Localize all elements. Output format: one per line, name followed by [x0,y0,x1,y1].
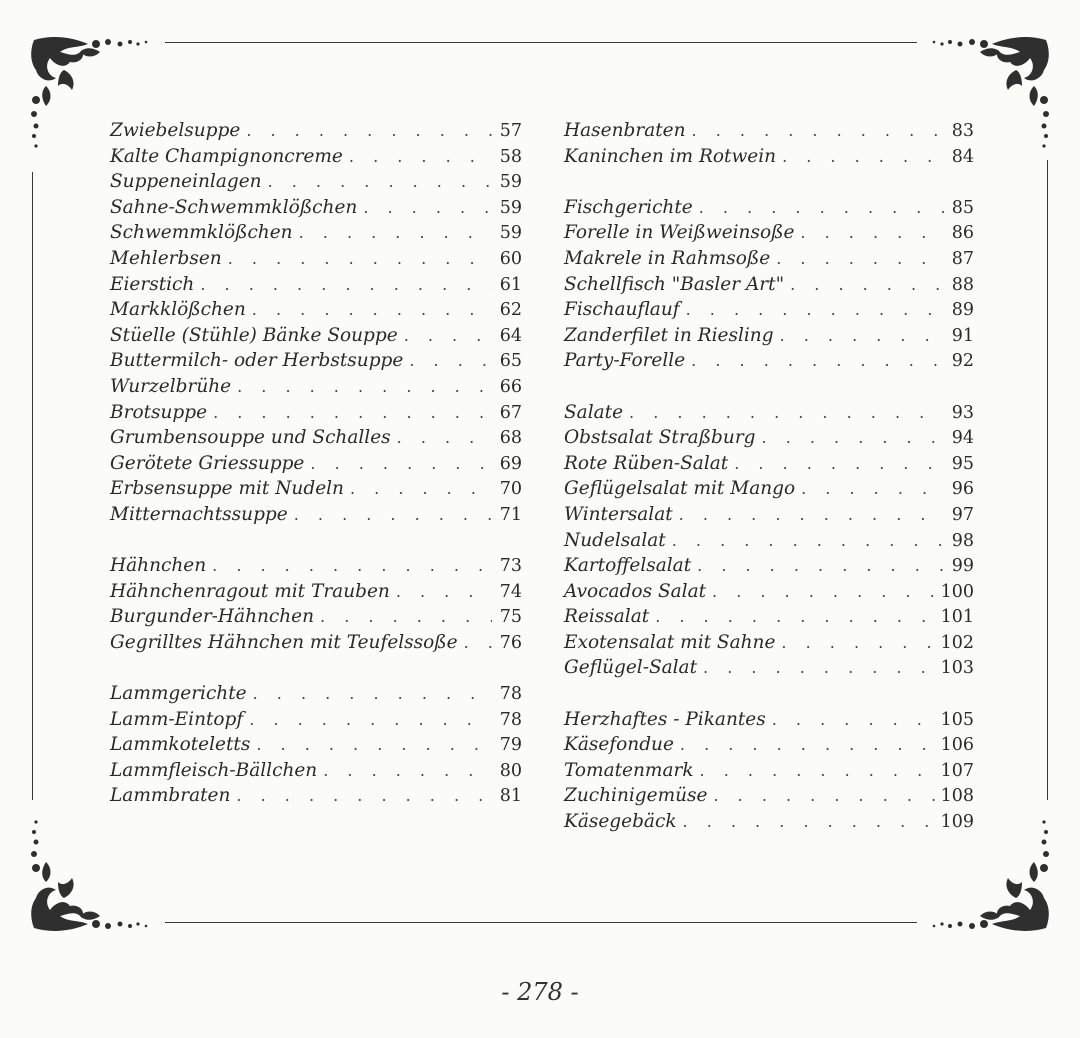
toc-entry-page: 65 [499,351,522,372]
toc-entry-title: Mitternachtssuppe [110,503,288,525]
section-gap [110,528,522,554]
toc-entry [564,297,974,323]
toc-entry-title: Lammkoteletts [110,734,251,756]
toc-entry [110,272,522,298]
toc-leader-dots [683,809,935,835]
toc-entry [564,707,974,733]
toc-leader-dots [697,553,944,579]
toc-entry-page: 92 [951,351,974,372]
toc-entry-title: Stüelle (Stühle) Bänke Souppe [110,324,398,346]
toc-entry [110,604,522,630]
toc-entry-title: Gegrilltes Hähnchen mit Teufelssoße [110,631,458,653]
toc-entry-page: 73 [499,556,522,577]
toc-leader-dots [782,144,944,170]
toc-entry [110,323,522,349]
toc-entry-title: Hähnchen [110,555,207,577]
toc-entry-page: 76 [499,632,522,653]
toc-leader-dots [252,297,492,323]
toc-leader-dots [712,579,935,605]
toc-entry-page: 107 [940,760,974,781]
toc-entry-page: 108 [940,786,974,807]
toc-leader-dots [200,272,492,298]
toc-leader-dots [249,707,492,733]
toc-entry-title: Kalte Champignoncreme [110,145,343,167]
toc-entry-page: 86 [951,223,974,244]
toc-leader-dots [397,425,492,451]
toc-entry [110,195,522,221]
toc-entry [110,374,522,400]
toc-entry [564,579,974,605]
toc-entry [564,630,974,656]
toc-entry-page: 78 [499,684,522,705]
toc-entry-title: Tomatenmark [564,759,694,781]
toc-entry-title: Salate [564,401,624,423]
page-number: - 278 - [501,978,579,1006]
frame-right-line [1047,160,1048,800]
toc-entry-page: 75 [499,607,522,628]
toc-entry [110,246,522,272]
toc-entry-title: Lamm-Eintopf [110,708,244,730]
toc-entry [564,425,974,451]
toc-entry-page: 87 [951,248,974,269]
toc-leader-dots [409,348,492,374]
toc-entry [110,144,522,170]
toc-entry-title: Brotsuppe [110,401,208,423]
toc-entry [110,681,522,707]
toc-leader-dots [762,425,944,451]
toc-leader-dots [349,144,492,170]
toc-entry [110,169,522,195]
toc-leader-dots [396,579,492,605]
toc-leader-dots [699,195,944,221]
toc-leader-dots [713,783,934,809]
toc-entry-page: 103 [940,658,974,679]
toc-entry-title: Eierstich [110,273,195,295]
toc-leader-dots [776,246,944,272]
toc-entry [564,758,974,784]
toc-leader-dots [692,118,944,144]
toc-leader-dots [268,169,492,195]
toc-entry [110,220,522,246]
toc-entry-page: 80 [499,760,522,781]
toc-entry-page: 109 [940,812,974,833]
toc-entry [564,528,974,554]
section-gap [564,681,974,707]
toc-leader-dots [781,630,934,656]
toc-entry-page: 79 [499,735,522,756]
toc-right-column [564,118,974,835]
toc-entry [110,118,522,144]
toc-entry-page: 83 [951,121,974,141]
toc-entry [564,732,974,758]
toc-leader-dots [655,604,934,630]
toc-entry-title: Sahne-Schwemmklößchen [110,196,358,218]
toc-entry-title: Lammgerichte [110,683,247,705]
toc-leader-dots [691,348,944,374]
toc-entry-title: Obstsalat Straßburg [564,427,756,449]
toc-entry-page: 69 [499,453,522,474]
toc-entry [110,297,522,323]
toc-entry-title: Käsefondue [564,734,674,756]
toc-leader-dots [734,451,944,477]
toc-entry-page: 98 [951,530,974,551]
toc-entry [110,502,522,528]
toc-entry-page: 106 [940,735,974,756]
toc-leader-dots [672,528,944,554]
toc-entry-page: 62 [499,300,522,321]
toc-entry-page: 66 [499,376,522,397]
toc-entry-page: 57 [499,121,522,141]
toc-leader-dots [253,681,492,707]
toc-entry-title: Wurzelbrühe [110,375,232,397]
toc-entry-title: Erbsensuppe mit Nudeln [110,478,344,500]
toc-leader-dots [213,400,492,426]
toc-entry [110,732,522,758]
toc-entry-page: 64 [499,325,522,346]
toc-entry [564,272,974,298]
toc-entry-page: 67 [499,402,522,423]
toc-entry-page: 105 [940,709,974,730]
toc-entry-page: 93 [951,402,974,423]
toc-entry [564,476,974,502]
toc-entry-page: 100 [940,581,974,602]
toc-entry [564,144,974,170]
toc-entry-page: 88 [951,274,974,295]
toc-entry-page: 99 [951,556,974,577]
toc-entry-title: Geflügelsalat mit Mango [564,478,796,500]
toc-entry [564,400,974,426]
toc-leader-dots [790,272,944,298]
toc-entry-title: Suppeneinlagen [110,171,262,193]
toc-entry-title: Rote Rüben-Salat [564,452,729,474]
toc-entry-title: Nudelsalat [564,529,666,551]
toc-entry-page: 59 [499,197,522,218]
toc-entry-page: 81 [499,786,522,807]
toc-entry [110,758,522,784]
toc-entry-title: Exotensalat mit Sahne [564,631,776,653]
toc-leader-dots [629,400,944,426]
toc-leader-dots [350,476,492,502]
toc-entry-title: Herzhaftes - Pikantes [564,708,766,730]
toc-entry [110,783,522,809]
toc-entry-title: Grumbensouppe und Schalles [110,427,391,449]
toc-leader-dots [310,451,492,477]
toc-entry-page: 102 [940,632,974,653]
toc-leader-dots [772,707,935,733]
toc-entry-title: Zwiebelsuppe [110,120,241,141]
toc-entry [110,553,522,579]
toc-entry-page: 74 [499,581,522,602]
toc-entry [564,502,974,528]
toc-entry-title: Kaninchen im Rotwein [564,145,777,167]
frame-bottom-line [165,922,917,923]
toc-entry-page: 96 [951,479,974,500]
toc-left-column [110,118,522,809]
toc-entry-title: Lammfleisch-Bällchen [110,759,318,781]
toc-entry-title: Fischgerichte [564,196,693,218]
ornament-corner-bottom-left [24,798,164,938]
section-gap [110,655,522,681]
toc-entry-title: Zanderfilet in Riesling [564,324,774,346]
toc-entry [564,246,974,272]
toc-entry [564,783,974,809]
toc-leader-dots [256,732,492,758]
toc-leader-dots [686,297,944,323]
toc-entry-page: 101 [940,607,974,628]
toc-leader-dots [320,604,492,630]
toc-entry [110,579,522,605]
toc-entry-title: Fischauflauf [564,299,680,321]
section-gap [564,169,974,195]
toc-entry-page: 60 [499,248,522,269]
toc-leader-dots [679,502,944,528]
toc-leader-dots [299,220,492,246]
toc-leader-dots [228,246,492,272]
toc-entry-title: Käsegebäck [564,811,677,833]
toc-leader-dots [800,220,944,246]
toc-leader-dots [323,758,492,784]
section-gap [564,374,974,400]
toc-leader-dots [363,195,492,221]
toc-entry-page: 59 [499,172,522,193]
toc-entry [564,604,974,630]
toc-entry [110,476,522,502]
toc-entry [110,425,522,451]
toc-leader-dots [703,655,935,681]
toc-leader-dots [237,374,492,400]
toc-entry-title: Schwemmklößchen [110,222,293,244]
toc-entry [110,348,522,374]
toc-leader-dots [404,323,492,349]
toc-leader-dots [801,476,944,502]
toc-entry-page: 58 [499,146,522,167]
toc-entry-page: 84 [951,146,974,167]
toc-leader-dots [212,553,492,579]
toc-entry [110,630,522,656]
toc-entry-title: Mehlerbsen [110,247,222,269]
toc-entry-page: 95 [951,453,974,474]
toc-entry-page: 68 [499,428,522,449]
toc-entry-title: Schellfisch "Basler Art" [564,273,785,295]
toc-entry [564,195,974,221]
toc-entry-title: Markklößchen [110,299,246,321]
frame-top-line [165,42,917,43]
toc-entry-page: 97 [951,504,974,525]
toc-entry-title: Kartoffelsalat [564,555,692,577]
toc-entry-page: 78 [499,709,522,730]
toc-entry [564,655,974,681]
toc-entry-page: 94 [951,428,974,449]
toc-leader-dots [236,783,492,809]
toc-leader-dots [680,732,935,758]
toc-entry-page: 85 [951,197,974,218]
toc-entry [564,348,974,374]
toc-entry-page: 89 [951,300,974,321]
toc-entry [564,220,974,246]
toc-leader-dots [700,758,935,784]
toc-entry-title: Zuchinigemüse [564,785,708,807]
toc-entry-page: 71 [499,504,522,525]
toc-entry [110,400,522,426]
toc-entry-title: Hasenbraten [564,120,686,141]
toc-entry-title: Forelle in Weißweinsoße [564,222,795,244]
toc-entry-page: 59 [499,223,522,244]
toc-entry-title: Gerötete Griessuppe [110,452,305,474]
toc-leader-dots [464,630,492,656]
toc-entry [564,323,974,349]
toc-leader-dots [780,323,944,349]
toc-entry-title: Geflügel-Salat [564,657,698,679]
toc-entry [564,553,974,579]
toc-entry-title: Party-Forelle [564,350,686,372]
toc-leader-dots [294,502,492,528]
frame-left-line [32,172,33,800]
toc-entry-title: Hähnchenragout mit Trauben [110,580,390,602]
toc-entry-page: 70 [499,479,522,500]
toc-entry-title: Makrele in Rahmsoße [564,247,771,269]
toc-entry-title: Burgunder-Hähnchen [110,606,315,628]
toc-entry-page: 91 [951,325,974,346]
toc-entry [564,451,974,477]
toc-entry-page: 61 [499,274,522,295]
toc-entry [110,707,522,733]
toc-entry-title: Buttermilch- oder Herbstsuppe [110,350,404,372]
toc-entry-title: Wintersalat [564,503,673,525]
toc-entry [110,451,522,477]
toc-entry [564,809,974,835]
toc-entry [564,118,974,144]
toc-leader-dots [246,118,492,144]
toc-entry-title: Lammbraten [110,785,231,807]
toc-entry-title: Avocados Salat [564,580,707,602]
toc-entry-title: Reissalat [564,606,650,628]
